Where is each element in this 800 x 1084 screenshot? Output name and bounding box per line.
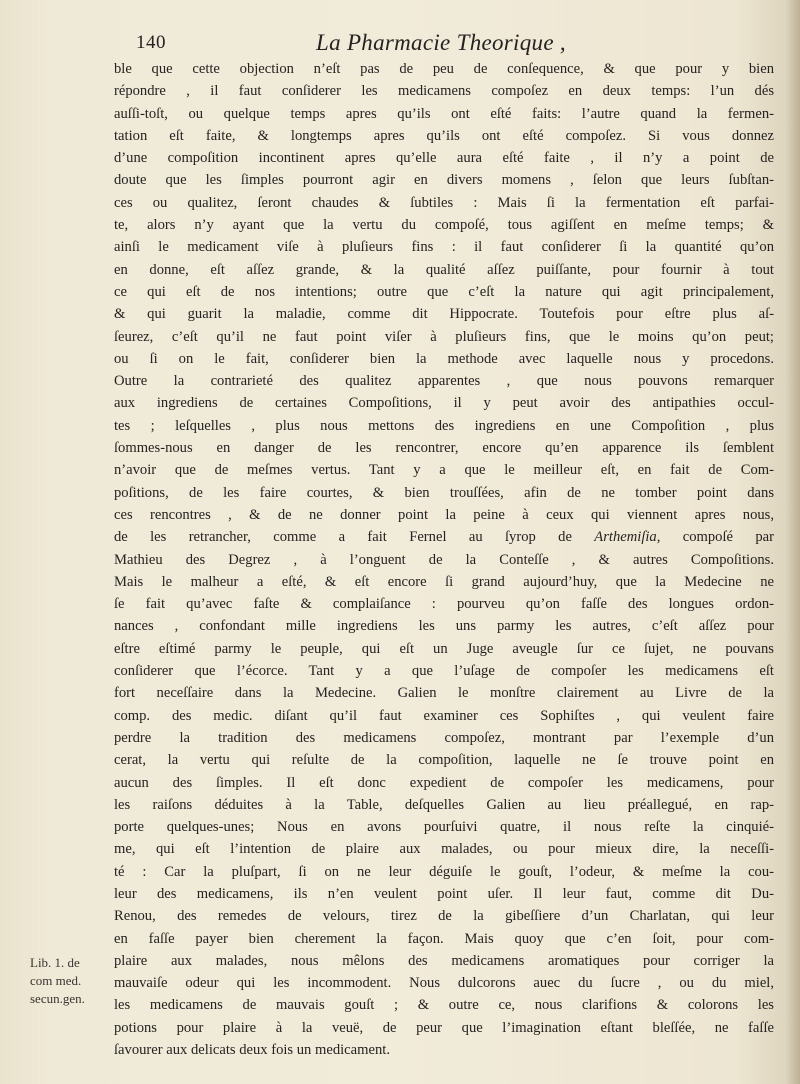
text-line-main: plaire aux malades, nous mêlons des medicamens aromatiques pour corriger la	[114, 952, 774, 969]
text-line-main: ſavourer aux delicats deux fois un medicament.	[114, 1042, 390, 1059]
margin-note-line: com med.	[30, 973, 82, 988]
page-header	[136, 30, 706, 60]
text-line-main: me, qui eſt l’intention de plaire aux malades, ou pour mieux dire, la neceſſi-	[114, 841, 774, 858]
text-line	[114, 883, 774, 905]
text-line-main: de les retrancher, comme a fait Fernel au ſyrop de	[114, 529, 572, 546]
text-line	[114, 236, 774, 258]
text-line-main: Mathieu des Degrez , à l’onguent de la Conteſſe , & autres Compoſitions.	[114, 551, 774, 568]
text-line	[114, 370, 774, 392]
text-line-main: en donne, eſt aſſez grande, & la qualité aſſez puiſſante, pour fournir à tout	[114, 261, 774, 278]
text-line-main: ſe fait qu’avec faſte & complaiſance : pourveu qu’on faſſe des longues ordon-	[114, 596, 774, 613]
text-line-main: tation eſt faite, & longtemps apres qu’ils ont eſté compoſez. Si vous donnez	[114, 127, 774, 144]
text-line-main: les raiſons déduites à la Table, deſquelles Galien au lieu préallegué, en rap-	[114, 796, 774, 813]
text-line	[114, 392, 774, 414]
text-line	[114, 972, 774, 994]
body-text	[114, 58, 774, 1061]
text-line	[114, 303, 774, 325]
text-line	[114, 928, 774, 950]
text-line	[114, 281, 774, 303]
text-line	[114, 749, 774, 771]
text-line-italic: Arthemiſia,	[594, 529, 661, 546]
running-title: La Pharmacie Theorique ,	[316, 30, 566, 55]
text-line-after: compoſé par	[682, 529, 774, 546]
text-line-main: auſſi-toſt, ou quelque temps apres qu’ils ont eſté faits: l’autre quand la fermen-	[114, 105, 774, 122]
text-line	[114, 459, 774, 481]
margin-note	[30, 954, 110, 1008]
text-line-main: tes ; leſquelles , plus nous mettons des ingrediens en une Compoſition , plus	[114, 417, 774, 434]
text-line	[114, 80, 774, 102]
text-line-main: répondre , il faut conſiderer les medicamens compoſez en deux temps: l’un dés	[114, 83, 774, 100]
text-line	[114, 214, 774, 236]
text-line	[114, 549, 774, 571]
text-line	[114, 794, 774, 816]
text-line	[114, 125, 774, 147]
text-line	[114, 326, 774, 348]
text-line	[114, 169, 774, 191]
text-line	[114, 415, 774, 437]
text-line-main: leur des medicamens, ils n’en veulent point uſer. Il leur faut, comme dit Du-	[114, 885, 774, 902]
text-line	[114, 593, 774, 615]
text-line-main: aux ingrediens de certaines Compoſitions, il y peut avoir des antipathies occul-	[114, 395, 774, 412]
text-line-main: ſommes-nous en danger de les rencontrer, encore qu’en apparence ils ſemblent	[114, 440, 774, 457]
text-line-main: doute que les ſimples pourront agir en divers momens , ſelon que leurs ſubſtan-	[114, 172, 774, 189]
text-line	[114, 905, 774, 927]
text-line	[114, 682, 774, 704]
text-line	[114, 437, 774, 459]
text-line-main: cerat, la vertu qui reſulte de la compoſition, laquelle ne ſe trouve point en	[114, 752, 774, 769]
text-line	[114, 660, 774, 682]
text-line-main: ſeurez, c’eſt qu’il ne faut point viſer à pluſieurs fins, que le moins qu’on peut;	[114, 328, 774, 345]
text-line	[114, 1017, 774, 1039]
text-line-main: nances , confondant mille ingrediens les uns parmy les autres, c’eſt aſſez pour	[114, 618, 774, 635]
text-line	[114, 772, 774, 794]
text-line	[114, 259, 774, 281]
text-line-main: poſitions, de les faire courtes, & bien trouſſées, afin de ne tomber point dans	[114, 484, 774, 501]
text-line-main: les medicamens de mauvais gouſt ; & outre ce, nous clarifions & colorons les	[114, 997, 774, 1014]
page-number: 140	[136, 32, 166, 53]
text-line	[114, 504, 774, 526]
text-line	[114, 571, 774, 593]
text-line	[114, 192, 774, 214]
text-line	[114, 727, 774, 749]
text-line	[114, 638, 774, 660]
text-line-main: n’avoir que de meſmes vertus. Tant y a que le meilleur eſt, en fait de Com-	[114, 462, 774, 479]
text-line-main: mauvaiſe odeur qui les incommodent. Nous dulcorons auec du ſucre , ou du miel,	[114, 975, 774, 992]
text-line-main: ces rencontres , & de ne donner point la peine à ceux qui viennent apres nous,	[114, 506, 774, 523]
text-line-main: aucun des ſimples. Il eſt donc expedient de compoſer les medicamens, pour	[114, 774, 774, 791]
text-line	[114, 58, 774, 80]
text-line	[114, 861, 774, 883]
text-line-main: & qui guarit la maladie, comme dit Hippocrate. Toutefois pour eſtre plus aſ-	[114, 306, 774, 323]
text-line	[114, 615, 774, 637]
text-line-main: conſiderer que l’écorce. Tant y a que l’uſage de compoſer les medicamens eſt	[114, 663, 774, 680]
text-line-main: Renou, des remedes de velours, tirez de la gibeſſiere d’un Charlatan, qui leur	[114, 908, 774, 925]
text-line	[114, 994, 774, 1016]
text-line-main: en faſſe payer bien cherement la façon. Mais quoy que c’en ſoit, pour com-	[114, 930, 774, 947]
text-line	[114, 348, 774, 370]
margin-note-line: secun.gen.	[30, 991, 85, 1006]
text-line	[114, 950, 774, 972]
text-line-main: ainſi le medicament viſe à pluſieurs fins : il faut conſiderer ſi la quantité qu’on	[114, 239, 774, 256]
text-line-main: ble que cette objection n’eſt pas de peu de conſequence, & que pour y bien	[114, 61, 774, 77]
text-line-main: Outre la contrarieté des qualitez apparentes , que nous pouvons remarquer	[114, 373, 774, 390]
text-line-main: d’une compoſition incontinent apres qu’elle aura eſté faite , il n’y a point de	[114, 150, 774, 167]
text-line	[114, 1039, 774, 1061]
text-line-main: potions pour plaire à la veuë, de peur que l’imagination eſtant bleſſée, ne faſſe	[114, 1019, 774, 1036]
text-line-main: comp. des medic. diſant qu’il faut examiner ces Sophiſtes , qui veulent faire	[114, 707, 774, 724]
text-line	[114, 838, 774, 860]
text-line-main: té : Car la pluſpart, ſi on ne leur déguiſe le gouſt, l’odeur, & meſme la cou-	[114, 863, 774, 880]
text-line-main: perdre la tradition des medicamens compoſez, montrant par l’exemple d’un	[114, 729, 774, 746]
text-line	[114, 705, 774, 727]
margin-note-line: Lib. 1. de	[30, 955, 80, 970]
text-line-main: ces ou qualitez, ſeront chaudes & ſubtiles : Mais ſi la fermentation eſt parfai-	[114, 194, 774, 211]
text-line-main: ou ſi on le fait, conſiderer bien la methode avec laquelle nous y procedons.	[114, 350, 774, 367]
text-line	[114, 526, 774, 548]
text-line-main: te, alors n’y ayant que la vertu du compoſé, tous agiſſent en meſme temps; &	[114, 217, 774, 234]
text-line	[114, 147, 774, 169]
text-line-main: Mais le malheur a eſté, & eſt encore ſi grand aujourd’huy, que la Medecine ne	[114, 573, 774, 590]
text-line	[114, 482, 774, 504]
text-line	[114, 816, 774, 838]
text-line-main: fort neceſſaire dans la Medecine. Galien le monſtre clairement au Livre de la	[114, 685, 774, 702]
text-line-main: ce qui eſt de nos intentions; outre que c’eſt la nature qui agit principalement,	[114, 283, 774, 300]
page-edge-shadow	[786, 0, 800, 1084]
text-line-main: porte quelques-unes; Nous en avons pourſuivi quatre, il nous reſte la cinquié-	[114, 819, 774, 836]
text-line-main: eſtre eſtimé parmy le peuple, qui eſt un Juge aveugle ſur ce ſujet, ne pouvans	[114, 640, 774, 657]
text-line	[114, 103, 774, 125]
